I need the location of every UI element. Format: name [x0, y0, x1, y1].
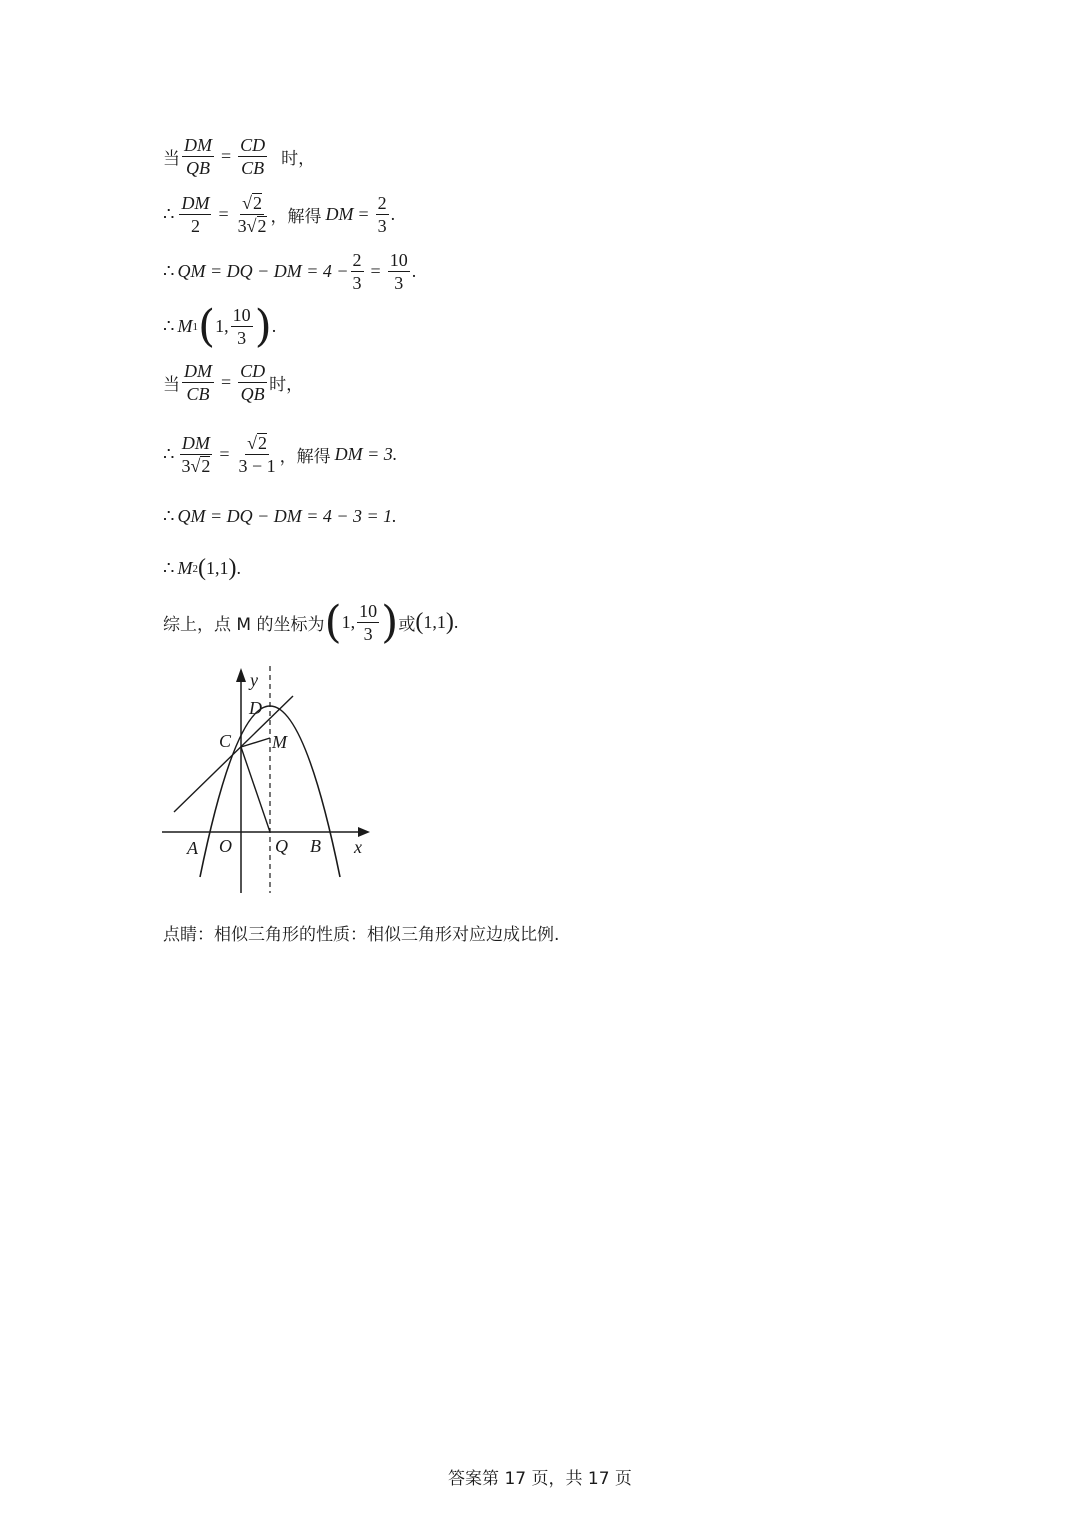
equation-line-3: ∴ QM = DQ − DM = 4 − $\frac{2}{3}$ = $\frac{10}{3}$ .: [163, 250, 417, 293]
label-x: x: [354, 837, 362, 857]
label-M: M: [272, 732, 287, 752]
segment-cq: [241, 747, 270, 832]
fraction: $\frac{√2}{3 - 1}$: [238, 433, 276, 476]
fraction: $\frac{2}{3}$: [352, 250, 362, 293]
label-y: y: [250, 670, 258, 690]
label-Q: Q: [275, 836, 288, 856]
fraction: $\frac{DM}{CB}$: [184, 361, 212, 404]
fraction: $\frac{DM}{QB}$: [184, 135, 212, 178]
y-axis-arrow: [236, 668, 246, 682]
parabola-figure: [160, 660, 380, 900]
note-line: 点睛：相似三角形的性质：相似三角形对应边成比例.: [163, 925, 560, 945]
fraction: $\frac{CD}{QB}$: [240, 361, 266, 404]
equation-line-4: ∴ M 1 ( 1, $\frac{10}{3}$ ) .: [163, 300, 277, 352]
label-D: D: [249, 698, 262, 718]
equation-line-7: ∴ QM = DQ − DM = 4 − 3 = 1.: [163, 506, 397, 526]
fraction: $\frac{DM}{3√2}$: [181, 433, 211, 476]
fraction: $\frac{10}{3}$: [359, 601, 378, 644]
fraction: $\frac{√2}{3√2}$: [237, 193, 267, 236]
conclusion-line: 综上，点 M 的坐标为 ( 1, $\frac{10}{3}$ ) 或 ( 1,1 ) .: [163, 596, 459, 648]
equation-line-1: 当 $\frac{DM}{QB}$ = $\frac{CD}{CB}$ 时，: [163, 135, 316, 178]
equation-line-8: ∴ M 2 ( 1,1 ) .: [163, 555, 241, 581]
label-O: O: [219, 836, 232, 856]
label-C: C: [219, 731, 232, 751]
page-footer: 答案第 17 页，共 17 页: [448, 1469, 632, 1489]
line-cd: [174, 696, 293, 812]
fraction: $\frac{CD}{CB}$: [240, 135, 266, 178]
fraction: $\frac{DM}{2}$: [181, 193, 210, 236]
fraction: $\frac{10}{3}$: [389, 250, 408, 293]
equation-line-2: ∴ $\frac{DM}{2}$ = $\frac{√2}{3√2}$ ，解得 DM = $\frac{2}{3}$ .: [163, 193, 396, 236]
fraction: $\frac{10}{3}$: [232, 305, 251, 348]
x-axis-arrow: [358, 827, 370, 837]
label-A: A: [187, 838, 198, 858]
equation-line-6: ∴ $\frac{DM}{3√2}$ = $\frac{√2}{3 - 1}$ ，解得 DM = 3.: [163, 433, 398, 476]
text-dang: 当: [163, 149, 180, 169]
fraction: $\frac{2}{3}$: [377, 193, 387, 236]
equation-line-5: 当 $\frac{DM}{CB}$ = $\frac{CD}{QB}$ 时，: [163, 361, 304, 404]
label-B: B: [310, 836, 321, 856]
